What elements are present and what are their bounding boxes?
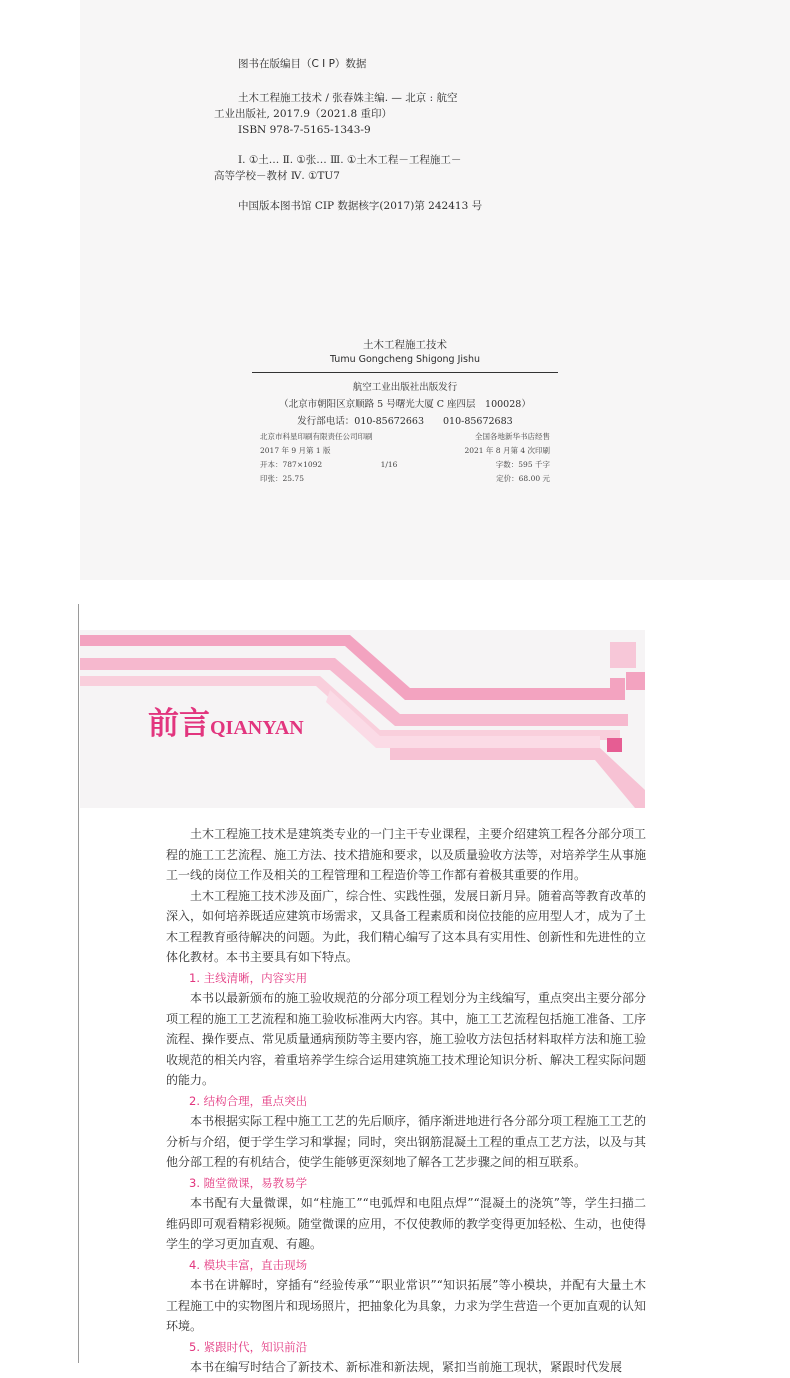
preface-title [148,698,304,743]
colophon-row [252,458,558,472]
colophon-distributor: 全国各地新华书店经售 [475,432,550,441]
cip-line: Ⅰ. ①土… Ⅱ. ①张… Ⅲ. ①土木工程－工程施工－ [238,154,462,166]
colophon-row [252,430,558,444]
colophon-row [252,444,558,458]
section-heading: 5. 紧跟时代，知识前沿 [189,1339,308,1354]
colophon-sheets: 印张：25.75 [260,474,304,483]
section-heading: 2. 结构合理，重点突出 [189,1093,308,1108]
paragraph: 本书以最新颁布的施工验收规范的分部分项工程划分为主线编写，重点突出主要分部分项工程的施工工艺流程和施工验收标准两大内容。其中，施工工艺流程包括施工准备、工序流程、操作要点、常见质量通病预防等主要内容，施工验收方法包括材料取样方法和施工验收规范的相关内容，着重培养学生综合运用建筑施工技术理论知识分析、解决工程实际问题的能力。 [166,991,647,1087]
colophon [252,338,558,486]
preface-title-en: QIANYAN [210,717,304,739]
section-heading: 3. 随堂微课，易教易学 [189,1175,308,1190]
paragraph: 本书根据实际工程中施工工艺的先后顺序，循序渐进地进行各分部分项工程施工工艺的分析与介绍，便于学生学习和掌握；同时，突出钢筋混凝土工程的重点工艺方法，以及与其他分部工程的有机结合，使学生能够更深刻地了解各工艺步骤之间的相互联系。 [166,1114,647,1169]
colophon-publisher: 航空工业出版社出版发行 [352,382,458,393]
colophon-price: 定价：68.00 元 [496,474,550,483]
preface-title-cn: 前言 [148,706,210,742]
paragraph: 土木工程施工技术是建筑类专业的一门主干专业课程，主要介绍建筑工程各分部分项工程的施工工艺流程、施工方法、技术措施和要求，以及质量验收方法等，对培养学生从事施工一线的岗位工作及相关的工程管理和工程造价等工作都有着极其重要的作用。 [166,827,647,882]
section-heading: 4. 模块丰富，直击现场 [189,1257,308,1272]
cip-line: 高等学校－教材 Ⅳ. ①TU7 [214,170,340,182]
cip-record-number: 中国版本图书馆 CIP 数据核字(2017)第 242413 号 [238,200,483,212]
cip-heading: 图书在版编目（C I P）数据 [238,58,367,70]
colophon-address: （北京市朝阳区京顺路 5 号曙光大厦 C 座四层 100028） [279,399,531,410]
paragraph: 本书在讲解时，穿插有“经验传承”“职业常识”“知识拓展”等小模块，并配有大量土木工程施工中的实物图片和现场照片，把抽象化为具象，力求为学生营造一个更加直观的认知环境。 [166,1278,647,1333]
paragraph: 本书配有大量微课，如“柱施工”“电弧焊和电阻点焊”“混凝土的浇筑”等，学生扫描二维码即可观看精彩视频。随堂微课的应用，不仅使教师的教学变得更加轻松、生动，也使得学生的学习更加直观、有趣。 [166,1196,647,1251]
cip-line: 土木工程施工技术 / 张春姝主编. — 北京 : 航空 [238,92,458,104]
paragraph: 土木工程施工技术涉及面广，综合性、实践性强，发展日新月异。随着高等教育改革的深入，如何培养既适应建筑市场需求，又具备工程素质和岗位技能的应用型人才，成为了土木工程教育亟待解决的问题。为此，我们精心编写了这本具有实用性、创新性和先进性的立体化教材。本书主要具有如下特点。 [166,888,647,964]
colophon-words: 字数：595 千字 [495,460,550,469]
colophon-row [252,472,558,486]
colophon-phone: 发行部电话：010-85672663 010-85672683 [297,416,513,427]
page-divider [78,604,79,1363]
colophon-edition: 2017 年 9 月第 1 版 [260,446,331,455]
colophon-title: 土木工程施工技术 [363,339,447,351]
cip-line: 工业出版社, 2017.9（2021.8 重印） [214,108,392,120]
preface-body [166,824,646,1378]
cip-data-block [214,56,594,214]
colophon-format: 开本：787×1092 [260,460,323,469]
section-heading: 1. 主线清晰，内容实用 [189,970,308,985]
colophon-printing: 2021 年 8 月第 4 次印刷 [464,446,550,455]
preface-banner [80,630,645,808]
cip-isbn: ISBN 978-7-5165-1343-9 [238,124,371,136]
paragraph: 本书在编写时结合了新技术、新标准和新法规，紧扣当前施工现状，紧跟时代发展 [190,1360,623,1374]
colophon-printer: 北京市科星印刷有限责任公司印刷 [260,432,373,441]
colophon-pinyin: Tumu Gongcheng Shigong Jishu [252,353,558,373]
colophon-sheet: 1/16 [380,460,398,469]
